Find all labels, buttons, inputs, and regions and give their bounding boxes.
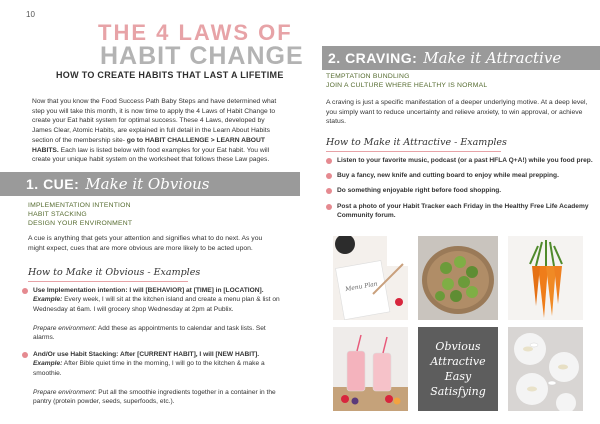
page-number: 10 <box>26 10 35 19</box>
bullet-dot-icon <box>326 173 332 179</box>
law2-examples-heading: How to Make it Attractive - Examples <box>326 137 507 148</box>
bullet-label: Prepare environment: <box>33 388 97 396</box>
bullet-text: Do something enjoyable right before food shopping. <box>337 187 502 194</box>
bullet-dot-icon <box>326 204 332 210</box>
bullet-bold: And/Or use Habit Stacking: After [CURRENT HABIT], I will [NEW HABIT]. <box>33 351 260 358</box>
intro-paragraph <box>32 97 284 165</box>
intro-text-after: Each law is listed below with food examples for your Eat habit. You will create your unique habit system on the worksheet that follows these Law pages. <box>32 146 270 164</box>
smoothies-photo <box>333 327 408 411</box>
intro-text-before: Now that you know the Food Success Path Baby Steps and have determined what step you will take this month, it is now time to apply the 4 Laws of Habit Change to create your Eat habit system for optimal success. These 4 Laws, developed by James Clear, Atomic Habits, are explained in full detail in the Learn About Habits section of the membership site- <box>32 98 277 144</box>
law1-tag: HABIT STACKING <box>28 210 87 218</box>
bullet-text: Every week, I will sit at the kitchen island and create a menu plan & list on Wednesday at 6am. I will grocery shop Wednesday at 2pm at Publix. <box>33 296 280 313</box>
bullet-label: Example: <box>33 296 63 304</box>
title-line-1: THE 4 LAWS OF <box>98 20 293 45</box>
law1-tags <box>28 202 132 228</box>
bullet-text: Put all the smoothie ingredients together in a container in the pantry (protein powder, seeds, superfoods, etc.). <box>33 388 276 406</box>
bullet-text: Listen to your favorite music, podcast (or a past HFLA Q+A!) while you food prep. <box>337 157 593 164</box>
word-easy: Easy <box>444 370 472 383</box>
law2-tags <box>326 73 487 91</box>
law1-paragraph: A cue is anything that gets your attention and signifies what to do next. As you might expect, cues that are more obvious are more likely to be acted upon. <box>28 235 263 252</box>
bullet-text: Buy a fancy, new knife and cutting board to enjoy while meal prepping. <box>337 172 559 179</box>
law2-bullet <box>337 171 597 180</box>
menu-plan-note: Menu Plan <box>344 280 379 294</box>
law1-banner <box>0 172 300 196</box>
law2-paragraph: A craving is just a specific manifestation of a deeper underlying motive. At a deep level, you simply want to reduce uncertainty and relieve anxiety, to win approval, or achieve status. <box>326 99 588 126</box>
bullet-bold: Use Implementation intention: I will [BEHAVIOR] at [TIME] in [LOCATION]. <box>33 287 264 294</box>
carrots-photo <box>508 236 583 320</box>
law2-bullet <box>337 202 597 221</box>
bullet-dot-icon <box>326 158 332 164</box>
intro-bold-link: go to HABIT CHALLENGE > LEARN ABOUT HABITS. <box>32 136 265 154</box>
bullet-text: Post a photo of your Habit Tracker each Friday in the Healthy Free Life Academy Community forum. <box>337 203 589 220</box>
bullet-label: Example: <box>33 360 63 368</box>
bullet-dot-icon <box>22 288 28 294</box>
bullet-text: After Bible quiet time in the morning, I will go to the kitchen & make a smoothie. <box>33 360 265 377</box>
law2-tag: JOIN A CULTURE WHERE HEALTHY IS NORMAL <box>326 81 488 89</box>
law2-heading: 2. CRAVING: <box>328 50 418 66</box>
law2-script-heading: Make it Attractive <box>423 49 562 67</box>
law2-heading-underline <box>326 151 501 152</box>
law1-heading-underline <box>28 281 188 282</box>
supplements-photo <box>508 327 583 411</box>
bullet-dot-icon <box>22 352 28 358</box>
law1-heading: 1. CUE: <box>26 176 80 192</box>
four-laws-words-card <box>418 327 498 411</box>
law2-bullet <box>337 186 597 195</box>
law2-bullet <box>337 156 597 165</box>
page-subtitle: HOW TO CREATE HABITS THAT LAST A LIFETIME <box>56 70 284 80</box>
word-obvious: Obvious <box>435 340 481 353</box>
law1-script-heading: Make it Obvious <box>85 175 210 193</box>
word-satisfying: Satisfying <box>430 385 486 398</box>
law1-examples-heading: How to Make it Obvious - Examples <box>28 267 201 278</box>
menu-plan-photo <box>333 236 408 320</box>
word-attractive: Attractive <box>430 355 486 368</box>
law2-banner <box>322 46 600 70</box>
law1-tag: DESIGN YOUR ENVIRONMENT <box>28 219 133 227</box>
law1-tag: IMPLEMENTATION INTENTION <box>28 202 131 209</box>
bullet-text: Add these as appointments to calendar and task lists. Set alarms. <box>33 324 266 342</box>
law2-tag: TEMPTATION BUNDLING <box>326 73 410 80</box>
bullet-dot-icon <box>326 188 332 194</box>
bullet-label: Prepare environment: <box>33 324 97 332</box>
law1-bullet <box>33 286 283 342</box>
brussels-sprouts-photo <box>418 236 498 320</box>
law1-bullet <box>33 350 283 406</box>
title-line-2: HABIT CHANGE <box>100 42 304 70</box>
